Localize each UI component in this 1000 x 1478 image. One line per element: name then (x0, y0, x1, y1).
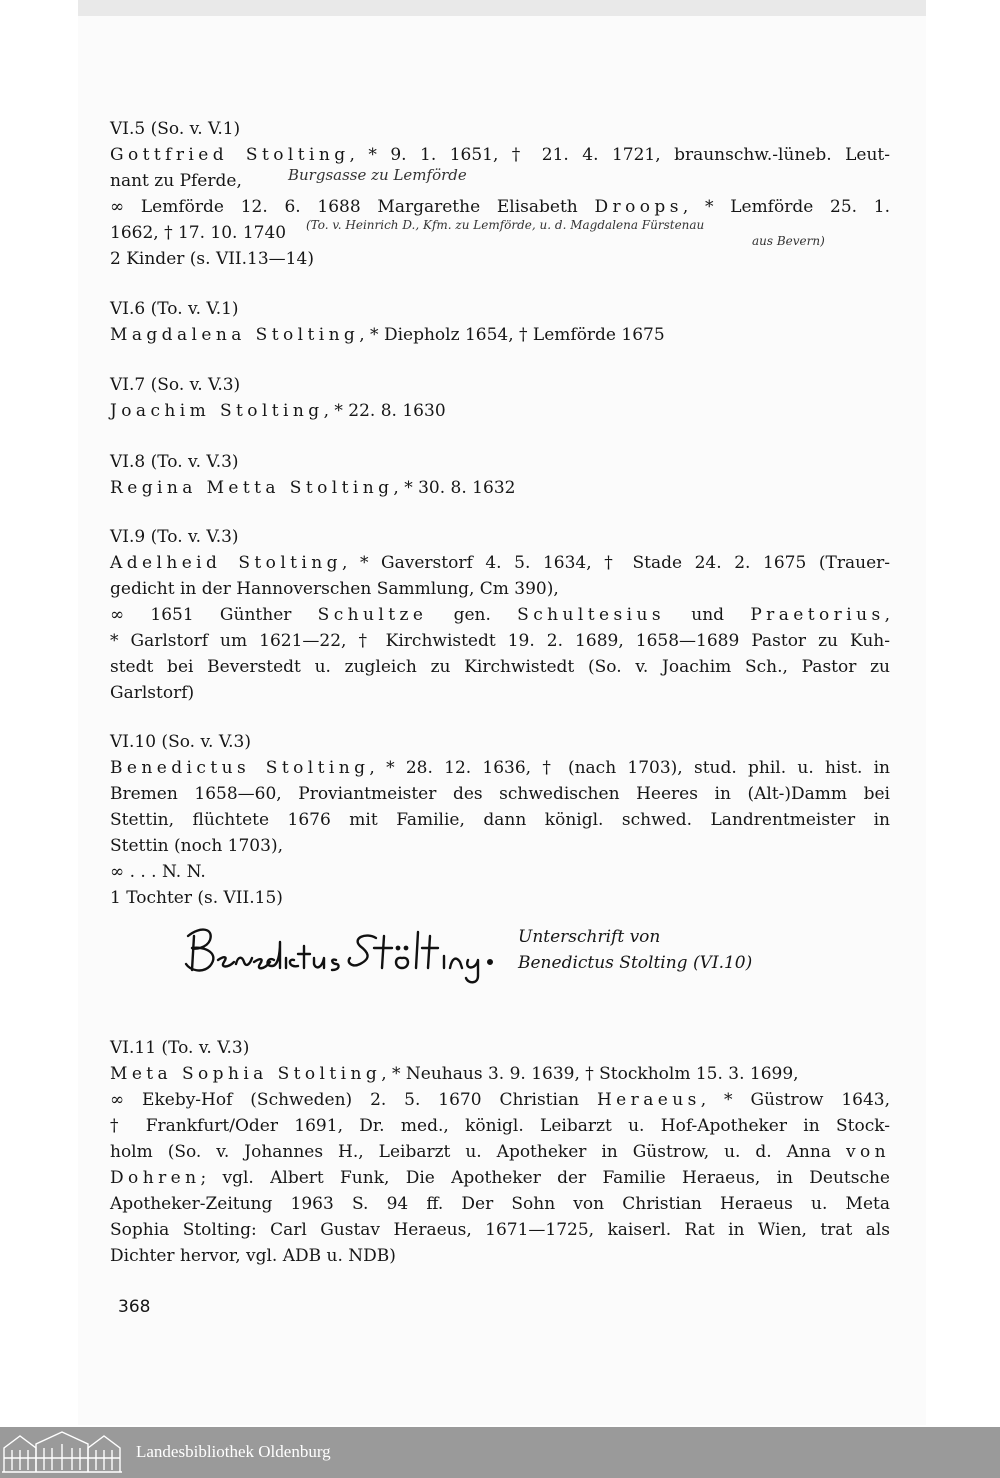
entry-heading: VI.8 (To. v. V.3) (110, 452, 239, 472)
entry-line: ∞ Lemförde 12. 6. 1688 Margarethe Elisabeth Droops, * Lemförde 25. 1. (110, 197, 891, 217)
person-name: Benedictus Stolting (110, 758, 370, 778)
entry-line: 2 Kinder (s. VII.13—14) (110, 249, 314, 269)
person-name: von (845, 1142, 890, 1162)
handwritten-note: Burgsasse zu Lemförde (288, 166, 467, 184)
entry-line: Sophia Stolting: Carl Gustav Heraeus, 1671—1725, kaiserl. Rat in Wien, trat als (110, 1220, 890, 1240)
person-name: Joachim Stolting (110, 401, 324, 421)
entry-line: Apotheker-Zeitung 1963 S. 94 ff. Der Sohn von Christian Heraeus u. Meta (110, 1194, 890, 1214)
person-name: Schultze (317, 605, 428, 625)
entry-line: gedicht in der Hannoverschen Sammlung, Cm 390), (110, 579, 559, 599)
entry-line: Joachim Stolting, * 22. 8. 1630 (110, 401, 446, 421)
person-name: Schultesius (517, 605, 666, 625)
entry-line: Gottfried Stolting, * 9. 1. 1651, † 21. 4. 1721, braunschw.-lüneb. Leut- (110, 145, 890, 165)
handwritten-note: aus Bevern) (752, 234, 825, 248)
entry-line: Regina Metta Stolting, * 30. 8. 1632 (110, 478, 516, 498)
entry-line: stedt bei Beverstedt u. zugleich zu Kirchwistedt (So. v. Joachim Sch., Pastor zu (110, 657, 890, 677)
person-name: Meta Sophia Stolting (110, 1064, 382, 1084)
person-name: Praetorius (750, 605, 885, 625)
person-name: Regina Metta Stolting (110, 478, 394, 498)
entry-line: Bremen 1658—60, Proviantmeister des schwedischen Heeres in (Alt-)Damm bei (110, 784, 890, 804)
entry-line: ∞ Ekeby-Hof (Schweden) 2. 5. 1670 Christian Heraeus, * Güstrow 1643, (110, 1090, 891, 1110)
entry-heading: VI.7 (So. v. V.3) (110, 375, 241, 395)
entry-line: nant zu Pferde, (110, 171, 242, 191)
scan-top-edge (78, 0, 926, 16)
entry-line: Magdalena Stolting, * Diepholz 1654, † Lemförde 1675 (110, 325, 665, 345)
entry-line: Garlstorf) (110, 683, 195, 703)
entry-line: Adelheid Stolting, * Gaverstorf 4. 5. 1634, † Stade 24. 2. 1675 (Trauer- (110, 553, 891, 573)
entry-line: * Garlstorf um 1621—22, † Kirchwistedt 19. 2. 1689, 1658—1689 Pastor zu Kuh- (110, 631, 890, 651)
entry-line: 1662, † 17. 10. 1740 (110, 223, 287, 243)
page-number: 368 (118, 1297, 151, 1317)
entry-heading: VI.9 (To. v. V.3) (110, 527, 239, 547)
entry-heading: VI.11 (To. v. V.3) (110, 1038, 250, 1058)
entry-line: Stettin (noch 1703), (110, 836, 283, 856)
library-building-icon (0, 1430, 126, 1475)
entry-line: Benedictus Stolting, * 28. 12. 1636, † (nach 1703), stud. phil. u. hist. in (110, 758, 890, 778)
entry-heading: VI.5 (So. v. V.1) (110, 119, 241, 139)
signature-caption: Unterschrift von Benedictus Stolting (VI.10) (518, 927, 753, 973)
signature-block (180, 918, 880, 998)
person-name: Gottfried Stolting (110, 145, 350, 165)
person-name: Magdalena Stolting (110, 325, 360, 345)
entry-line: ∞ 1651 Günther Schultze gen. Schultesius und Praetorius, (110, 605, 890, 625)
entry-line: Dohren; vgl. Albert Funk, Die Apotheker der Familie Heraeus, in Deutsche (110, 1168, 890, 1188)
person-name: Droops (594, 197, 683, 217)
entry-heading: VI.6 (To. v. V.1) (110, 299, 239, 319)
entry-heading: VI.10 (So. v. V.3) (110, 732, 252, 752)
person-name: Heraeus (596, 1090, 701, 1110)
person-name: Dohren (110, 1168, 201, 1188)
footer-library-name: Landesbibliothek Oldenburg (136, 1442, 331, 1461)
entry-line: ∞ . . . N. N. (110, 862, 206, 882)
entry-line: Meta Sophia Stolting, * Neuhaus 3. 9. 1639, † Stockholm 15. 3. 1699, (110, 1064, 799, 1084)
entry-line: Dichter hervor, vgl. ADB u. NDB) (110, 1246, 396, 1266)
handwritten-note: (To. v. Heinrich D., Kfm. zu Lemförde, u. d. Magdalena Fürstenau (306, 218, 705, 232)
footer-bar (0, 1427, 1000, 1478)
entry-line: Stettin, flüchtete 1676 mit Familie, dann königl. schwed. Landrentmeister in (110, 810, 890, 830)
entry-line: † Frankfurt/Oder 1691, Dr. med., königl. Leibarzt u. Hof-Apotheker in Stock- (110, 1116, 890, 1136)
entry-line: holm (So. v. Johannes H., Leibarzt u. Apotheker in Güstrow, u. d. Anna von (110, 1142, 890, 1162)
handwritten-signature (180, 918, 500, 988)
person-name: Adelheid Stolting (110, 553, 342, 573)
entry-line: 1 Tochter (s. VII.15) (110, 888, 283, 908)
